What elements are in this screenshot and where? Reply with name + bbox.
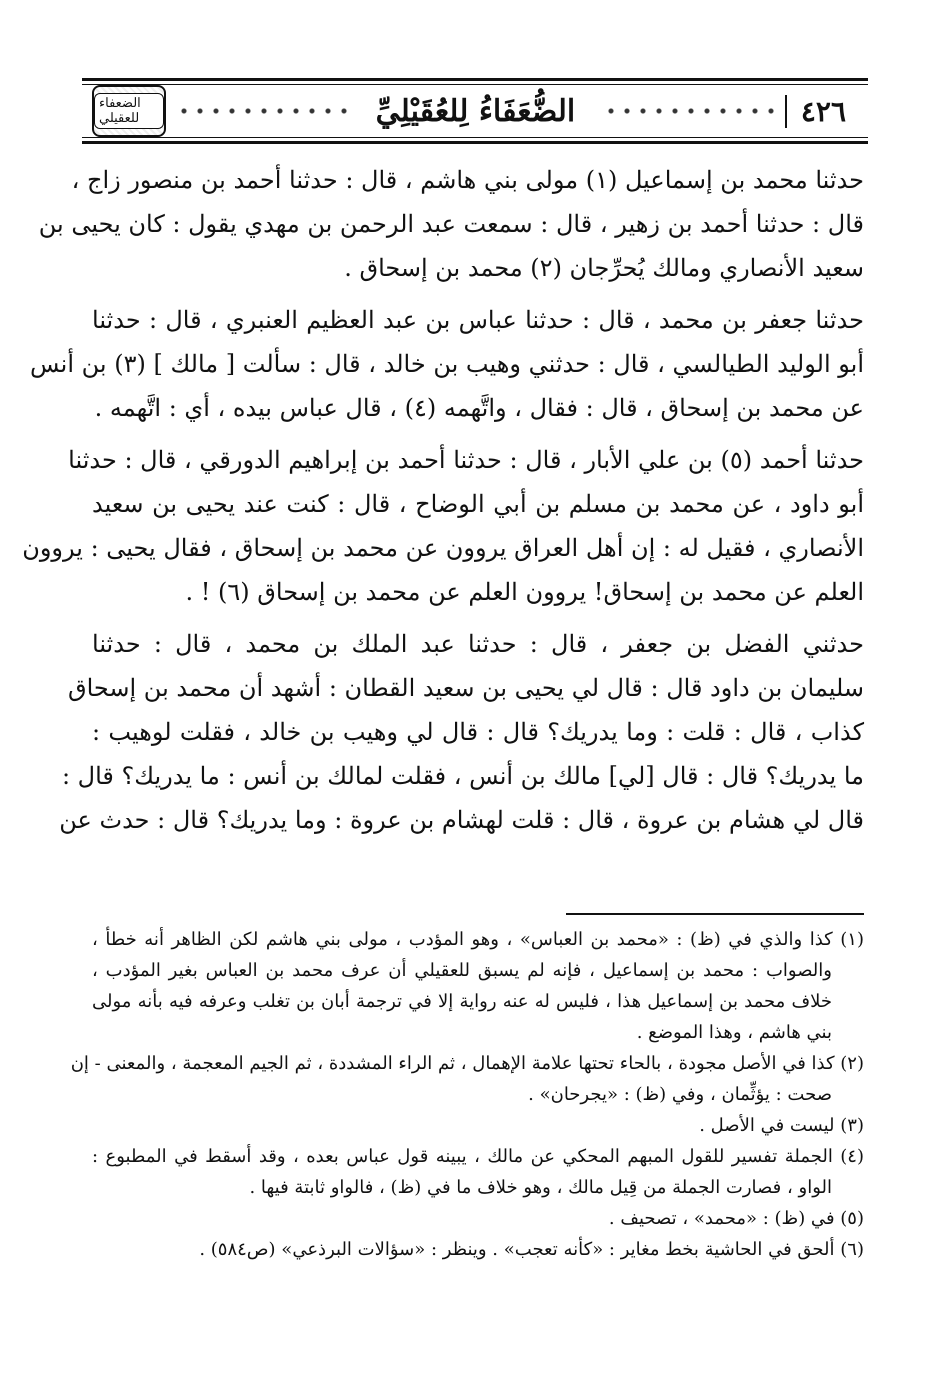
footnote-6 xyxy=(92,1234,864,1265)
main-text xyxy=(22,158,864,850)
text-line: حدثنا محمد بن إسماعيل (١) مولى بني هاشم ، قال : حدثنا أحمد بن منصور زاج ، xyxy=(71,166,864,194)
footnote-line: الواو ، فصارت الجملة من قِيل مالك ، وهو خلاف ما في (ظ) ، فالواو ثابتة فيها . xyxy=(249,1177,832,1198)
ornament-strip-left xyxy=(176,91,348,131)
page-number: ٤٢٦ xyxy=(785,95,860,128)
footnote-line: (٦) ألحق في الحاشية بخط مغاير : «كأنه تعجب» . وينظر : «سؤالات البرذعي» (ص٥٨٤) . xyxy=(199,1239,864,1260)
text-line: سعيد الأنصاري ومالك يُحرِّجان (٢) محمد بن إسحاق . xyxy=(344,254,864,282)
footnote-line: بني هاشم ، وهذا الموضع . xyxy=(636,1022,832,1043)
text-line: حدثنا أحمد (٥) بن علي الأبار ، قال : حدثنا أحمد بن إبراهيم الدورقي ، قال : حدثنا xyxy=(68,446,864,474)
title-ornament-cartouche xyxy=(92,85,166,137)
text-line: عن محمد بن إسحاق ، قال : فقال ، واتَّهمه (٤) ، قال عباس بيده ، أي : اتَّهمه . xyxy=(94,394,864,422)
text-line: سليمان بن داود قال : قال لي يحيى بن سعيد القطان : أشهد أن محمد بن إسحاق xyxy=(67,674,864,702)
footnote-separator xyxy=(566,913,864,915)
text-line: قال لي هشام بن عروة ، قال : قلت لهشام بن عروة : وما يدريك؟ قال : حدث عن xyxy=(59,806,864,834)
paragraph xyxy=(59,622,864,842)
book-title: الضُّعَفَاءُ لِلعُقَيْلِيِّ xyxy=(375,93,576,129)
text-line: قال : حدثنا أحمد بن زهير ، قال : سمعت عبد الرحمن بن مهدي يقول : كان يحيى بن xyxy=(38,210,864,238)
footnote-line: والصواب : محمد بن إسماعيل ، فإنه لم يسبق للعقيلي أن عرف محمد بن العباس بغير المؤدب ، xyxy=(92,960,832,981)
text-line: حدثنا جعفر بن محمد ، قال : حدثنا عباس بن عبد العظيم العنبري ، قال : حدثنا xyxy=(92,306,864,334)
paragraph xyxy=(22,438,864,614)
text-line: ما يدريك؟ قال : قال [لي] مالك بن أنس ، فقلت لمالك بن أنس : ما يدريك؟ قال : xyxy=(61,762,864,790)
footnote-line: (٢) كذا في الأصل مجودة ، بالحاء تحتها علامة الإهمال ، ثم الراء المشددة ، ثم الجيم المعجمة ، والمعنى - إن xyxy=(70,1053,864,1074)
footnote-1 xyxy=(92,924,864,1048)
footnote-line: صحت : يؤثِّمان ، وفي (ظ) : «يجرحان» . xyxy=(528,1084,832,1105)
footnote-line: خلاف محمد بن إسماعيل هذا ، فليس له عنه رواية إلا في ترجمة أبان بن تغلب وعرفه فيه بأنه مولى xyxy=(92,991,832,1012)
paragraph xyxy=(30,298,864,430)
footnote-4 xyxy=(92,1141,864,1203)
footnote-line: (٤) الجملة تفسير للقول المبهم المحكي عن مالك ، يبينه قول عباس بعده ، وقد أسقط في المطبوع : xyxy=(92,1146,864,1167)
footnote-line: (٣) ليست في الأصل . xyxy=(699,1115,864,1136)
ornament-strip-right xyxy=(603,91,775,131)
text-line: الأنصاري ، فقيل له : إن أهل العراق يروون عن محمد بن إسحاق ، فقال يحيى : يروون xyxy=(22,534,864,562)
footnote-5 xyxy=(92,1203,864,1234)
footnote-3 xyxy=(92,1110,864,1141)
footnotes xyxy=(70,924,864,1265)
text-line: العلم عن محمد بن إسحاق! يروون العلم عن محمد بن إسحاق (٦) ! . xyxy=(185,578,864,606)
text-line: أبو داود ، عن محمد بن مسلم بن أبي الوضاح ، قال : كنت عند يحيى بن سعيد xyxy=(92,490,864,518)
footnote-line: (٥) في (ظ) : «محمد» ، تصحيف . xyxy=(608,1208,864,1229)
ornament-label: الضعفاء للعقيلي xyxy=(94,93,164,129)
text-line: حدثني الفضل بن جعفر ، قال : حدثنا عبد الملك بن محمد ، قال : حدثنا xyxy=(92,630,864,658)
footnote-line: (١) كذا والذي في (ظ) : «محمد بن العباس» ، وهو المؤدب ، مولى بني هاشم لكن الظاهر أنه خطأ ، xyxy=(92,929,864,950)
running-header xyxy=(82,78,868,144)
footnote-2 xyxy=(70,1048,864,1110)
text-line: كذاب ، قال : قلت : وما يدريك؟ قال : قال لي وهيب بن خالد ، فقلت لوهيب : xyxy=(92,718,864,746)
paragraph xyxy=(38,158,864,290)
text-line: أبو الوليد الطيالسي ، قال : حدثني وهيب بن خالد ، قال : سألت [ مالك ] (٣) بن أنس xyxy=(30,350,864,378)
